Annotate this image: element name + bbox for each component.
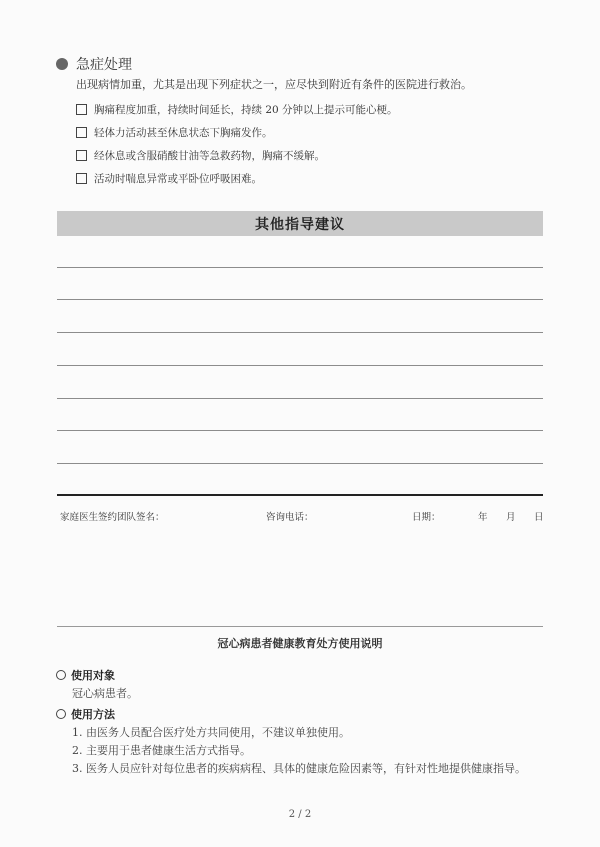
other-advice-title: 其他指导建议 xyxy=(255,216,345,233)
circle-bullet-icon xyxy=(56,670,66,680)
guide-separator xyxy=(57,626,543,627)
checkbox-icon[interactable] xyxy=(76,127,87,138)
emergency-intro: 出现病情加重，尤其是出现下列症状之一，应尽快到附近有条件的医院进行救治。 xyxy=(76,78,472,91)
date-year-label: 年 xyxy=(478,512,488,523)
page-number: 2 / 2 xyxy=(288,809,312,820)
checkbox-icon[interactable] xyxy=(76,104,87,115)
list-item-number: 2. xyxy=(72,744,83,757)
target-section-header xyxy=(56,667,115,683)
checkbox-icon[interactable] xyxy=(76,173,87,184)
writing-line[interactable] xyxy=(57,267,543,268)
method-title: 使用方法 xyxy=(71,708,115,721)
symptom-text: 胸痛程度加重，持续时间延长，持续 20 分钟以上提示可能心梗。 xyxy=(94,104,398,116)
method-section-header xyxy=(56,706,115,722)
writing-line[interactable] xyxy=(57,430,543,431)
signature-row xyxy=(60,509,546,525)
symptom-text: 经休息或含服硝酸甘油等急救药物，胸痛不缓解。 xyxy=(94,150,325,162)
other-advice-banner xyxy=(57,211,543,236)
list-item-text: 医务人员应针对每位患者的疾病病程、具体的健康危险因素等，有针对性地提供健康指导。 xyxy=(86,762,526,775)
writing-line[interactable] xyxy=(57,299,543,300)
bullet-dot-icon xyxy=(56,58,68,70)
symptom-checklist xyxy=(76,98,398,190)
target-title: 使用对象 xyxy=(71,669,115,682)
list-item xyxy=(72,760,552,778)
date-label: 日期： xyxy=(412,512,441,523)
writing-line[interactable] xyxy=(57,365,543,366)
emergency-section-header xyxy=(56,54,132,74)
symptom-text: 轻体力活动甚至休息状态下胸痛发作。 xyxy=(94,127,273,139)
symptom-item[interactable] xyxy=(76,98,398,121)
emergency-title: 急症处理 xyxy=(76,57,132,73)
writing-line[interactable] xyxy=(57,398,543,399)
guide-title: 冠心病患者健康教育处方使用说明 xyxy=(217,637,383,650)
symptom-text: 活动时喘息异常或平卧位呼吸困难。 xyxy=(94,173,262,185)
list-item xyxy=(72,724,552,742)
target-text: 冠心病患者。 xyxy=(72,687,138,700)
usage-method-list xyxy=(72,724,552,778)
list-item-number: 3. xyxy=(72,762,83,775)
writing-line[interactable] xyxy=(57,332,543,333)
team-signature-label: 家庭医生签约团队签名： xyxy=(60,512,165,523)
date-day-label: 日 xyxy=(534,512,544,523)
section-divider xyxy=(57,494,543,496)
phone-label: 咨询电话： xyxy=(266,512,314,523)
symptom-item[interactable] xyxy=(76,167,398,190)
symptom-item[interactable] xyxy=(76,144,398,167)
symptom-item[interactable] xyxy=(76,121,398,144)
writing-line[interactable] xyxy=(57,463,543,464)
list-item-text: 主要用于患者健康生活方式指导。 xyxy=(86,744,251,757)
date-month-label: 月 xyxy=(506,512,516,523)
list-item xyxy=(72,742,552,760)
list-item-text: 由医务人员配合医疗处方共同使用，不建议单独使用。 xyxy=(86,726,350,739)
circle-bullet-icon xyxy=(56,709,66,719)
checkbox-icon[interactable] xyxy=(76,150,87,161)
list-item-number: 1. xyxy=(72,726,83,739)
